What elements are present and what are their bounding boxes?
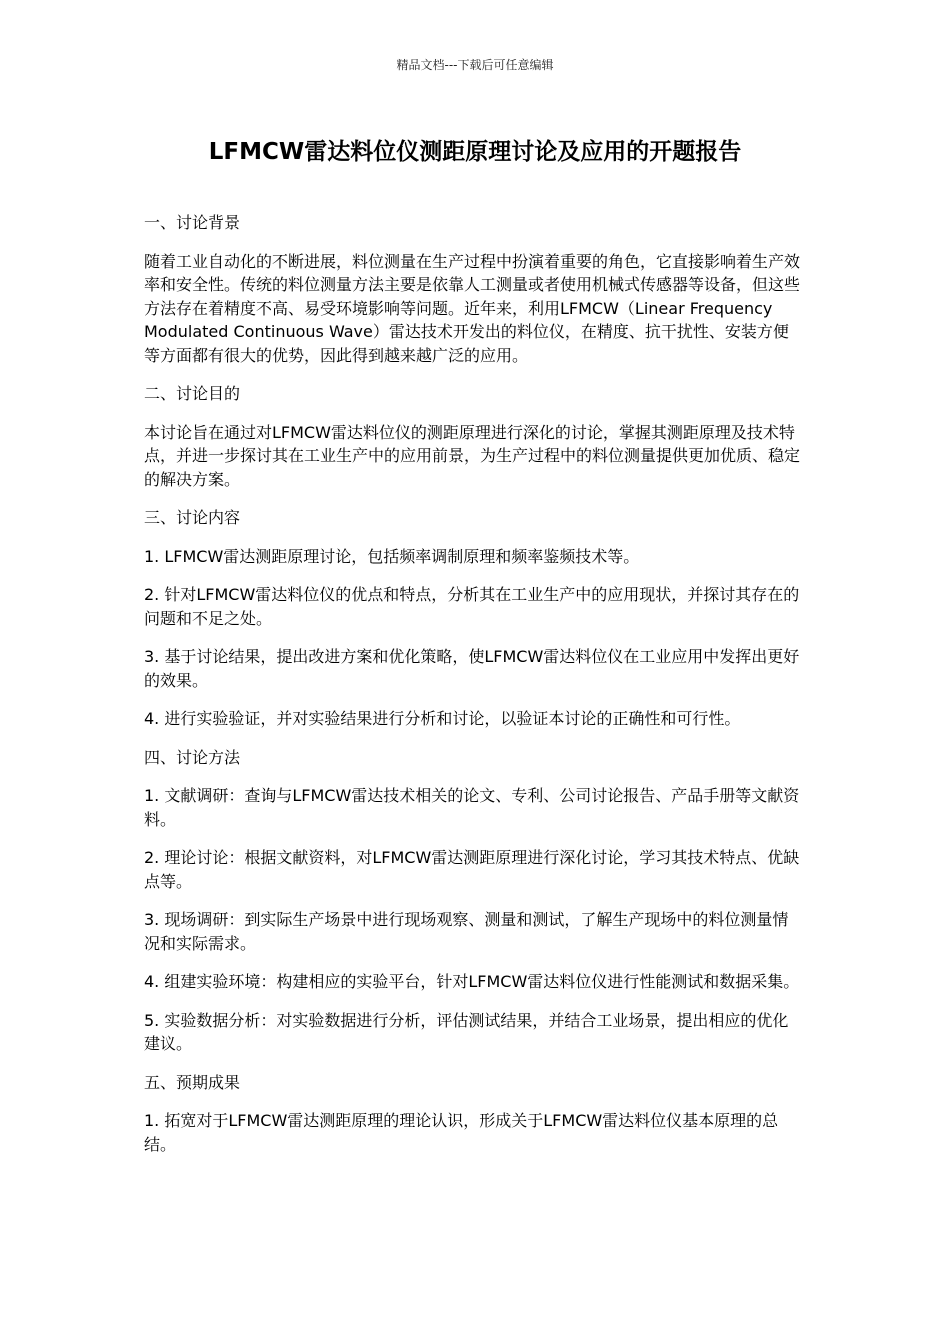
- list-item: 4. 进行实验验证，并对实验结果进行分析和讨论，以验证本讨论的正确性和可行性。: [144, 709, 741, 728]
- section-heading-method: 四、讨论方法: [144, 747, 241, 767]
- document-title: LFMCW雷达料位仪测距原理讨论及应用的开题报告: [208, 139, 742, 165]
- list-item: 2. 针对LFMCW雷达料位仪的优点和特点，分析其在工业生产中的应用现状，并探讨其存在的问题和不足之处。: [144, 585, 800, 628]
- list-item: 1. LFMCW雷达测距原理讨论，包括频率调制原理和频率鉴频技术等。: [144, 546, 640, 566]
- section-heading-results: 五、预期成果: [144, 1072, 241, 1092]
- paragraph-purpose: 本讨论旨在通过对LFMCW雷达料位仪的测距原理进行深化的讨论，掌握其测距原理及技术特点，并进一步探讨其在工业生产中的应用前景，为生产过程中的料位测量提供更加优质、稳定的解决方案。: [144, 422, 801, 489]
- list-item: 1. 拓宽对于LFMCW雷达测距原理的理论认识，形成关于LFMCW雷达料位仪基本原理的总结。: [144, 1111, 779, 1154]
- document-body: [144, 211, 804, 1171]
- list-item: 5. 实验数据分析：对实验数据进行分析，评估测试结果，并结合工业场景，提出相应的优化建议。: [144, 1010, 789, 1053]
- list-item: 2. 理论讨论：根据文献资料，对LFMCW雷达测距原理进行深化讨论，学习其技术特点、优缺点等。: [144, 848, 800, 891]
- list-item: 3. 现场调研：到实际生产场景中进行现场观察、测量和测试，了解生产现场中的料位测量情况和实际需求。: [144, 910, 789, 953]
- list-item: 1. 文献调研：查询与LFMCW雷达技术相关的论文、专利、公司讨论报告、产品手册等文献资料。: [144, 786, 800, 829]
- section-heading-purpose: 二、讨论目的: [144, 384, 241, 403]
- header-note: 精品文档---下载后可任意编辑: [396, 58, 554, 72]
- section-heading-background: 一、讨论背景: [144, 213, 241, 232]
- paragraph-background: 随着工业自动化的不断进展，料位测量在生产过程中扮演着重要的角色，它直接影响着生产效率和安全性。传统的料位测量方法主要是依靠人工测量或者使用机械式传感器等设备，但这些方法存在着精度不高、易受环境影响等问题。近年来，利用LFMCW（Linear Frequency Modulated Continuous Wave）雷达技术开发出的料位仪，在精度、抗干扰性、安装方便等方面都有很大的优势，因此得到越来越广泛的应用。: [144, 251, 801, 365]
- section-heading-content: 三、讨论内容: [144, 508, 241, 527]
- list-item: 3. 基于讨论结果，提出改进方案和优化策略，使LFMCW雷达料位仪在工业应用中发挥出更好的效果。: [144, 647, 800, 690]
- list-item: 4. 组建实验环境：构建相应的实验平台，针对LFMCW雷达料位仪进行性能测试和数据采集。: [144, 972, 800, 991]
